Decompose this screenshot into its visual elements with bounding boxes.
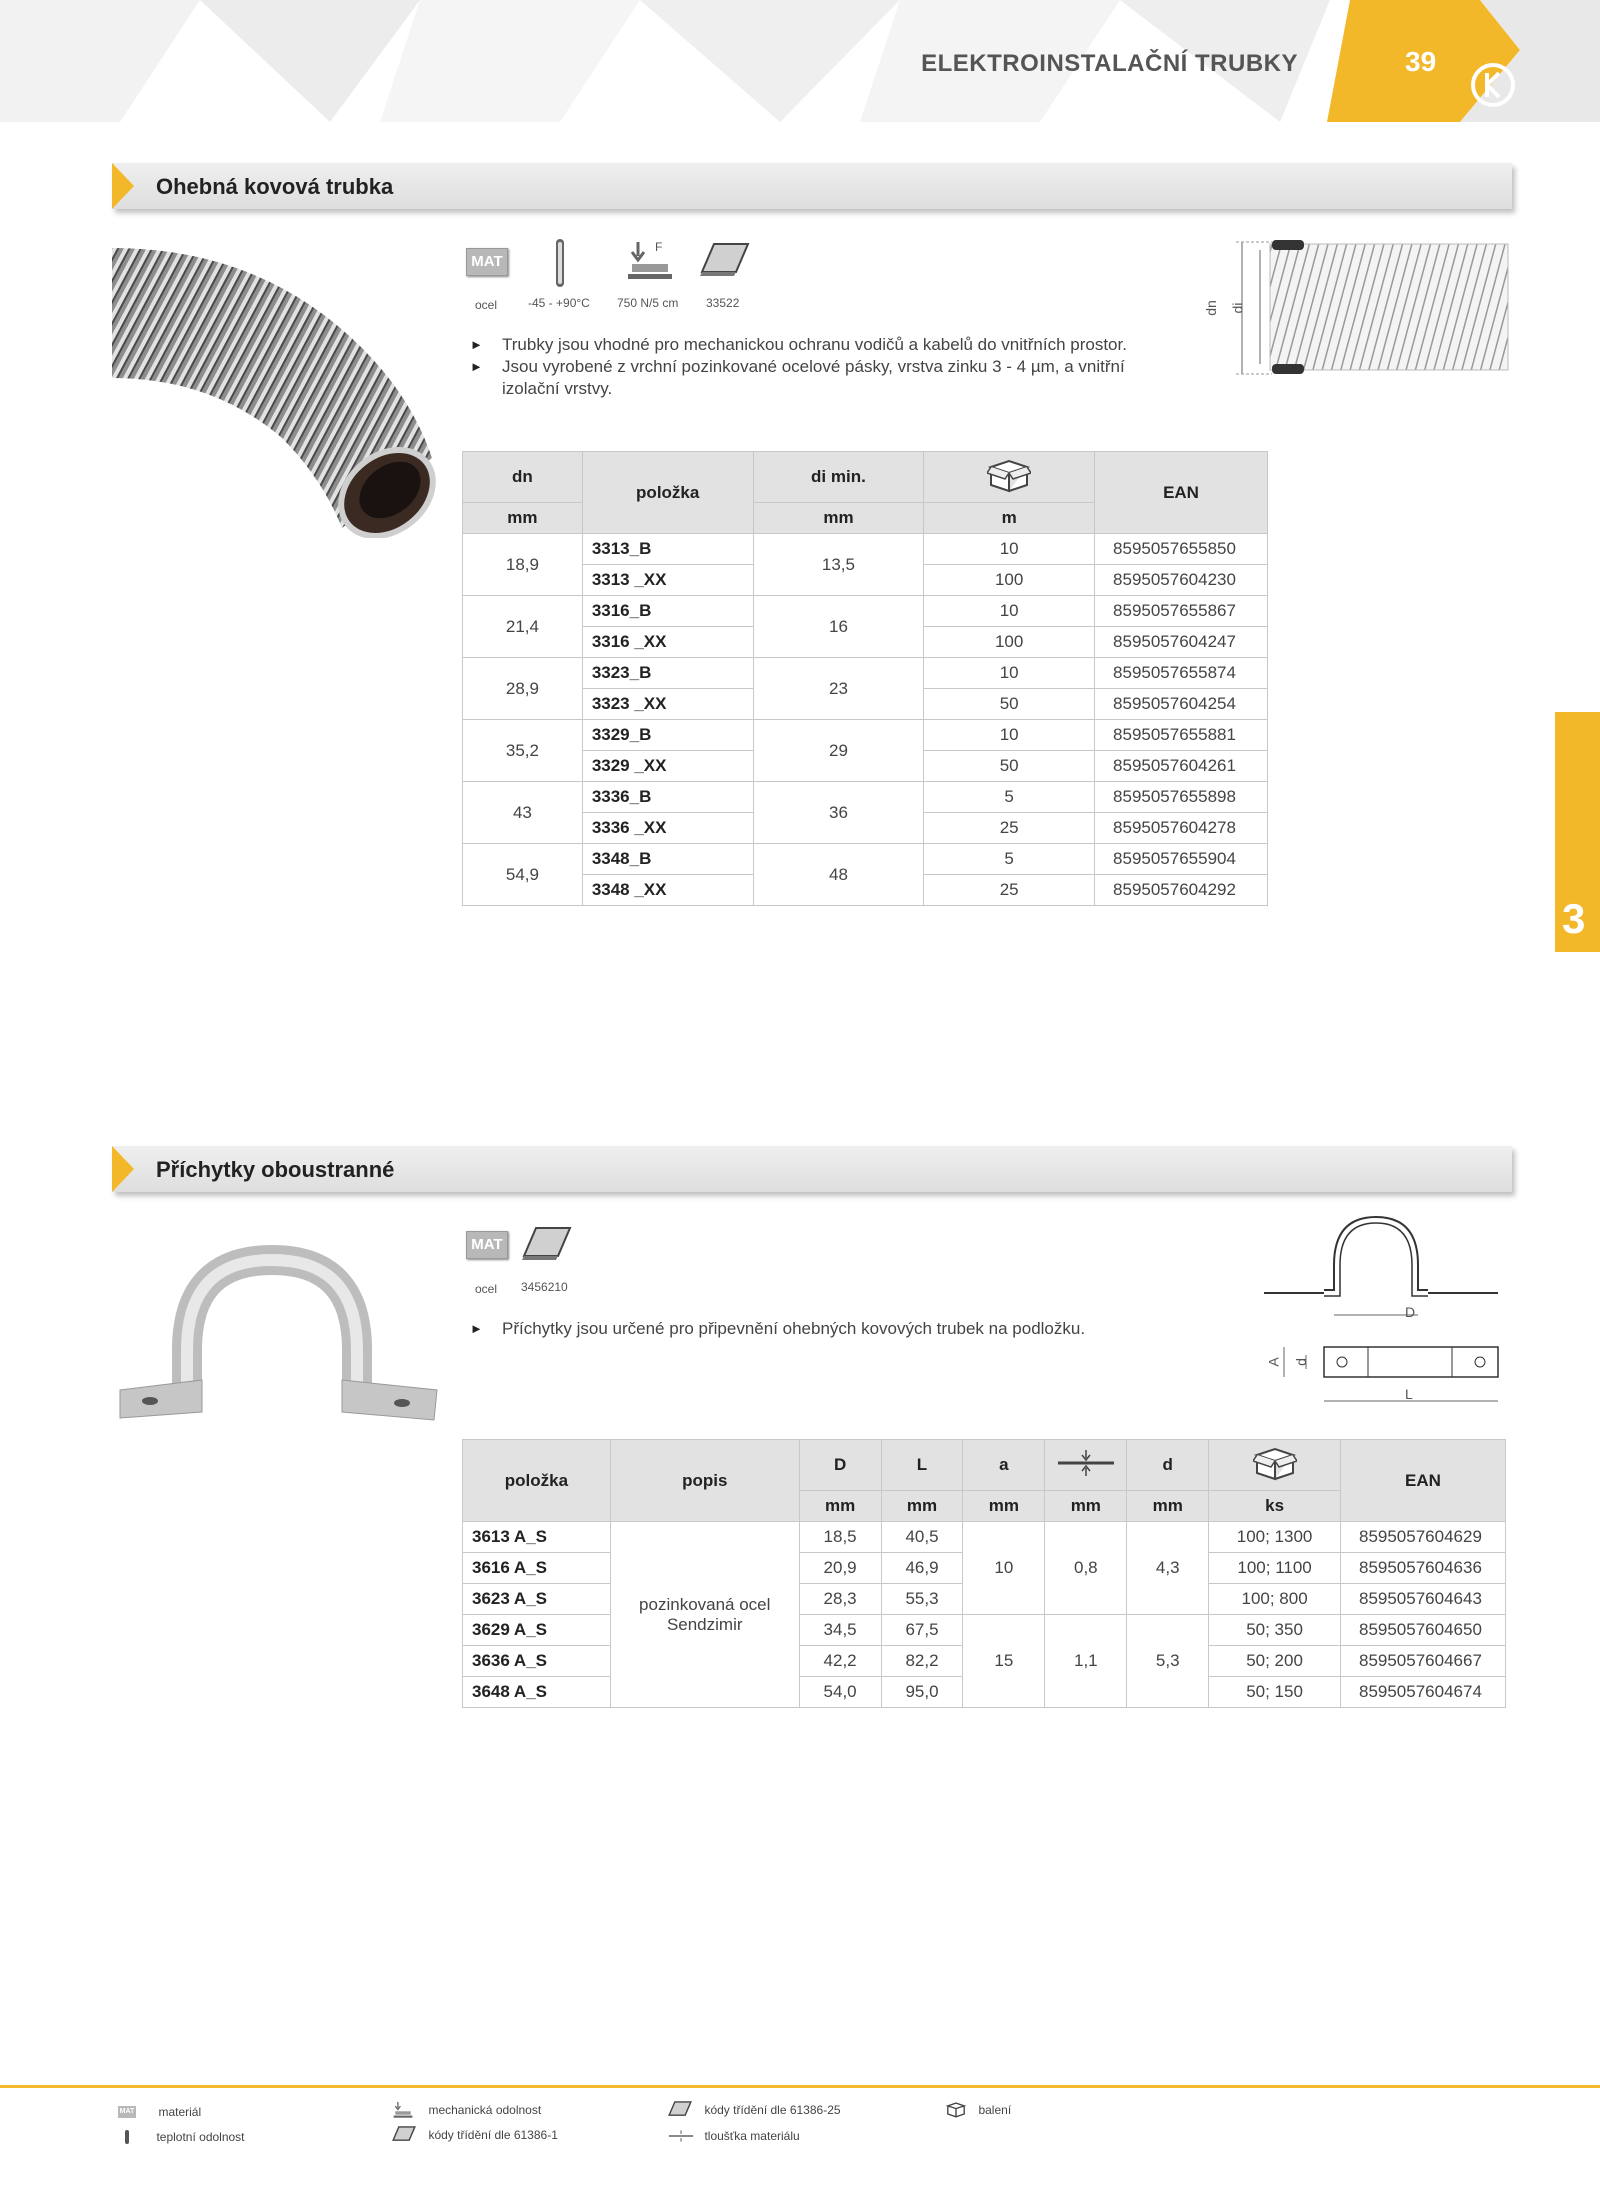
cell-di: 16 bbox=[753, 596, 924, 658]
cell-package-qty: 100 bbox=[924, 565, 1095, 596]
cell-di: 29 bbox=[753, 720, 924, 782]
list-item: ► Jsou vyrobené z vrchní pozinkované ocelové pásky, vrstva zinku 3 - 4 µm, a vnitřní izolační vrstvy. bbox=[470, 357, 1125, 398]
cell-dn: 54,9 bbox=[463, 844, 583, 906]
conduit-dimension-diagram bbox=[1200, 232, 1520, 392]
cell-item-code: 3616 A_S bbox=[463, 1553, 611, 1584]
cell-package-qty: 50 bbox=[924, 751, 1095, 782]
cell-package-qty: 50 bbox=[924, 689, 1095, 720]
cell-item-code: 3336 _XX bbox=[582, 813, 753, 844]
cell-ean: 8595057655904 bbox=[1095, 844, 1268, 875]
cell-package-qty: 100; 1300 bbox=[1209, 1522, 1341, 1553]
legend-item: kódy třídění dle 61386-25 bbox=[668, 2101, 841, 2119]
page-number: 39 bbox=[1405, 46, 1437, 77]
cell-D: 34,5 bbox=[799, 1615, 881, 1646]
cell-L: 95,0 bbox=[881, 1677, 963, 1708]
table-row bbox=[463, 720, 1268, 751]
box-icon bbox=[987, 457, 1031, 493]
cell-thickness: 0,8 bbox=[1045, 1522, 1127, 1615]
table-row bbox=[463, 844, 1268, 875]
cell-item-code: 3329 _XX bbox=[582, 751, 753, 782]
diagram-label-di: di bbox=[1229, 302, 1246, 314]
material-caption: ocel bbox=[475, 298, 498, 312]
cell-item-code: 3348 _XX bbox=[582, 875, 753, 906]
bullet-arrow-icon: ► bbox=[470, 359, 483, 374]
col-header-thickness bbox=[1045, 1440, 1127, 1491]
cell-ean: 8595057655850 bbox=[1095, 534, 1268, 565]
diagram-label-d: d bbox=[1292, 1358, 1309, 1366]
cell-ean: 8595057604278 bbox=[1095, 813, 1268, 844]
cell-dn: 28,9 bbox=[463, 658, 583, 720]
cell-package-qty: 100; 1100 bbox=[1209, 1553, 1341, 1584]
cell-ean: 8595057604650 bbox=[1340, 1615, 1505, 1646]
section-title: Ohebná kovová trubka bbox=[156, 174, 394, 199]
classification-icon bbox=[392, 2126, 416, 2143]
unit-d: mm bbox=[1127, 1491, 1209, 1522]
table-row bbox=[463, 534, 1268, 565]
list-item: ► Příchytky jsou určené pro připevnění ohebných kovových trubek na podložku. bbox=[470, 1319, 1086, 1338]
clip-dimension-diagram bbox=[1262, 1205, 1518, 1410]
legend-item: teplotní odolnost bbox=[118, 2128, 245, 2146]
list-item: ► Trubky jsou vhodné pro mechanickou ochranu vodičů a kabelů do vnitřních prostor. bbox=[470, 335, 1127, 354]
cell-package-qty: 5 bbox=[924, 844, 1095, 875]
diagram-label-dn: dn bbox=[1202, 300, 1219, 316]
footer-divider bbox=[0, 2085, 1600, 2088]
cell-ean: 8595057604292 bbox=[1095, 875, 1268, 906]
cell-ean: 8595057655881 bbox=[1095, 720, 1268, 751]
cell-dn: 35,2 bbox=[463, 720, 583, 782]
classification-caption: 3456210 bbox=[521, 1280, 568, 1294]
box-icon bbox=[946, 2101, 966, 2118]
cell-a: 10 bbox=[963, 1522, 1045, 1615]
cell-L: 46,9 bbox=[881, 1553, 963, 1584]
cell-D: 28,3 bbox=[799, 1584, 881, 1615]
header-background bbox=[0, 0, 1600, 122]
classification-icon bbox=[700, 242, 750, 278]
mechanical-resistance-icon bbox=[628, 240, 672, 282]
diagram-label-D: D bbox=[1405, 1304, 1416, 1320]
cell-ean: 8595057604629 bbox=[1340, 1522, 1505, 1553]
bullet-arrow-icon: ► bbox=[470, 1321, 483, 1336]
cell-di: 48 bbox=[753, 844, 924, 906]
cell-L: 40,5 bbox=[881, 1522, 963, 1553]
col-header-a: a bbox=[963, 1440, 1045, 1491]
clip-table-body bbox=[463, 1522, 1506, 1708]
bullet-list bbox=[470, 334, 1210, 400]
cell-package-qty: 25 bbox=[924, 875, 1095, 906]
cell-package-qty: 10 bbox=[924, 720, 1095, 751]
section-arrow-icon bbox=[112, 163, 134, 209]
table-row bbox=[463, 782, 1268, 813]
cell-package-qty: 100; 800 bbox=[1209, 1584, 1341, 1615]
cell-ean: 8595057604247 bbox=[1095, 627, 1268, 658]
col-header-D: D bbox=[799, 1440, 881, 1491]
header-title: ELEKTROINSTALAČNÍ TRUBKY bbox=[921, 50, 1298, 77]
thermometer-icon bbox=[553, 238, 567, 288]
cell-ean: 8595057604674 bbox=[1340, 1677, 1505, 1708]
cell-package-qty: 10 bbox=[924, 658, 1095, 689]
section-title: Příchytky oboustranné bbox=[156, 1157, 395, 1182]
mechanical-resistance-icon bbox=[392, 2101, 414, 2119]
unit-package: ks bbox=[1209, 1491, 1341, 1522]
cell-D: 20,9 bbox=[799, 1553, 881, 1584]
col-header-package bbox=[1209, 1440, 1341, 1491]
cell-item-code: 3613 A_S bbox=[463, 1522, 611, 1553]
cell-L: 82,2 bbox=[881, 1646, 963, 1677]
cell-dn: 21,4 bbox=[463, 596, 583, 658]
cell-item-code: 3336_B bbox=[582, 782, 753, 813]
col-header-ean: EAN bbox=[1340, 1440, 1505, 1522]
cell-item-code: 3316 _XX bbox=[582, 627, 753, 658]
chapter-tab-number: 3 bbox=[1562, 895, 1586, 942]
conduit-table-body bbox=[463, 534, 1268, 906]
legend-item: mechanická odolnost bbox=[392, 2101, 541, 2119]
legend-item: kódy třídění dle 61386-1 bbox=[392, 2126, 558, 2144]
table-row bbox=[463, 1522, 1506, 1553]
cell-item-code: 3316_B bbox=[582, 596, 753, 627]
unit-di: mm bbox=[753, 503, 924, 534]
cell-package-qty: 10 bbox=[924, 534, 1095, 565]
cell-ean: 8595057604667 bbox=[1340, 1646, 1505, 1677]
diagram-label-A: A bbox=[1265, 1357, 1282, 1367]
cell-thickness: 1,1 bbox=[1045, 1615, 1127, 1708]
mechanical-caption: 750 N/5 cm bbox=[617, 296, 679, 310]
cell-item-code: 3648 A_S bbox=[463, 1677, 611, 1708]
bullet-arrow-icon: ► bbox=[470, 337, 483, 352]
legend-item: MAT materiál bbox=[119, 2105, 202, 2119]
thickness-icon bbox=[668, 2129, 694, 2143]
cell-item-code: 3313_B bbox=[582, 534, 753, 565]
cell-d: 4,3 bbox=[1127, 1522, 1209, 1615]
legend-item: tloušťka materiálu bbox=[668, 2127, 800, 2145]
cell-ean: 8595057604230 bbox=[1095, 565, 1268, 596]
clip-spec-table bbox=[462, 1439, 1506, 1708]
cell-item-code: 3313 _XX bbox=[582, 565, 753, 596]
cell-dn: 43 bbox=[463, 782, 583, 844]
cell-di: 36 bbox=[753, 782, 924, 844]
cell-package-qty: 10 bbox=[924, 596, 1095, 627]
unit-D: mm bbox=[799, 1491, 881, 1522]
pipe-clip-photo bbox=[112, 1240, 442, 1430]
cell-description: pozinkovaná ocel Sendzimir bbox=[610, 1522, 799, 1708]
cell-D: 18,5 bbox=[799, 1522, 881, 1553]
cell-D: 42,2 bbox=[799, 1646, 881, 1677]
cell-ean: 8595057655898 bbox=[1095, 782, 1268, 813]
cell-item-code: 3636 A_S bbox=[463, 1646, 611, 1677]
cell-di: 13,5 bbox=[753, 534, 924, 596]
cell-item-code: 3323 _XX bbox=[582, 689, 753, 720]
col-header-item: položka bbox=[582, 452, 753, 534]
col-header-package bbox=[924, 452, 1095, 503]
cell-item-code: 3348_B bbox=[582, 844, 753, 875]
classification-icon bbox=[522, 1226, 572, 1262]
col-header-ean: EAN bbox=[1095, 452, 1268, 534]
cell-ean: 8595057655874 bbox=[1095, 658, 1268, 689]
cell-ean: 8595057604636 bbox=[1340, 1553, 1505, 1584]
cell-item-code: 3623 A_S bbox=[463, 1584, 611, 1615]
col-header-di: di min. bbox=[753, 452, 924, 503]
cell-ean: 8595057604261 bbox=[1095, 751, 1268, 782]
unit-package: m bbox=[924, 503, 1095, 534]
cell-package-qty: 50; 350 bbox=[1209, 1615, 1341, 1646]
diagram-label-L: L bbox=[1405, 1386, 1413, 1402]
cell-di: 23 bbox=[753, 658, 924, 720]
legend-item: balení bbox=[946, 2101, 1011, 2119]
cell-package-qty: 25 bbox=[924, 813, 1095, 844]
col-header-L: L bbox=[881, 1440, 963, 1491]
cell-package-qty: 100 bbox=[924, 627, 1095, 658]
force-label: F bbox=[655, 240, 663, 254]
cell-item-code: 3323_B bbox=[582, 658, 753, 689]
section-arrow-icon bbox=[112, 1146, 134, 1192]
cell-a: 15 bbox=[963, 1615, 1045, 1708]
table-row bbox=[463, 596, 1268, 627]
table-row bbox=[463, 658, 1268, 689]
mat-icon: MAT bbox=[466, 1231, 508, 1259]
classification-caption: 33522 bbox=[706, 296, 740, 310]
bullet-list bbox=[470, 1318, 1210, 1340]
col-header-dn: dn bbox=[463, 452, 583, 503]
unit-L: mm bbox=[881, 1491, 963, 1522]
material-caption: ocel bbox=[475, 1282, 498, 1296]
cell-item-code: 3629 A_S bbox=[463, 1615, 611, 1646]
cell-package-qty: 50; 200 bbox=[1209, 1646, 1341, 1677]
col-header-d: d bbox=[1127, 1440, 1209, 1491]
flexible-conduit-photo bbox=[112, 228, 442, 538]
unit-thickness: mm bbox=[1045, 1491, 1127, 1522]
cell-ean: 8595057655867 bbox=[1095, 596, 1268, 627]
conduit-spec-table bbox=[462, 451, 1268, 906]
thickness-icon bbox=[1056, 1448, 1116, 1478]
unit-dn: mm bbox=[463, 503, 583, 534]
cell-L: 55,3 bbox=[881, 1584, 963, 1615]
unit-a: mm bbox=[963, 1491, 1045, 1522]
cell-D: 54,0 bbox=[799, 1677, 881, 1708]
cell-package-qty: 50; 150 bbox=[1209, 1677, 1341, 1708]
cell-dn: 18,9 bbox=[463, 534, 583, 596]
cell-ean: 8595057604643 bbox=[1340, 1584, 1505, 1615]
brand-logo-icon bbox=[1470, 62, 1516, 108]
cell-d: 5,3 bbox=[1127, 1615, 1209, 1708]
box-icon bbox=[1253, 1445, 1297, 1481]
thermometer-icon bbox=[125, 2130, 129, 2144]
cell-L: 67,5 bbox=[881, 1615, 963, 1646]
mat-icon: MAT bbox=[118, 2106, 136, 2118]
col-header-description: popis bbox=[610, 1440, 799, 1522]
classification-icon bbox=[668, 2101, 692, 2118]
cell-ean: 8595057604254 bbox=[1095, 689, 1268, 720]
cell-item-code: 3329_B bbox=[582, 720, 753, 751]
col-header-item: položka bbox=[463, 1440, 611, 1522]
temperature-caption: -45 - +90°C bbox=[528, 296, 590, 310]
mat-icon: MAT bbox=[466, 248, 508, 276]
cell-package-qty: 5 bbox=[924, 782, 1095, 813]
